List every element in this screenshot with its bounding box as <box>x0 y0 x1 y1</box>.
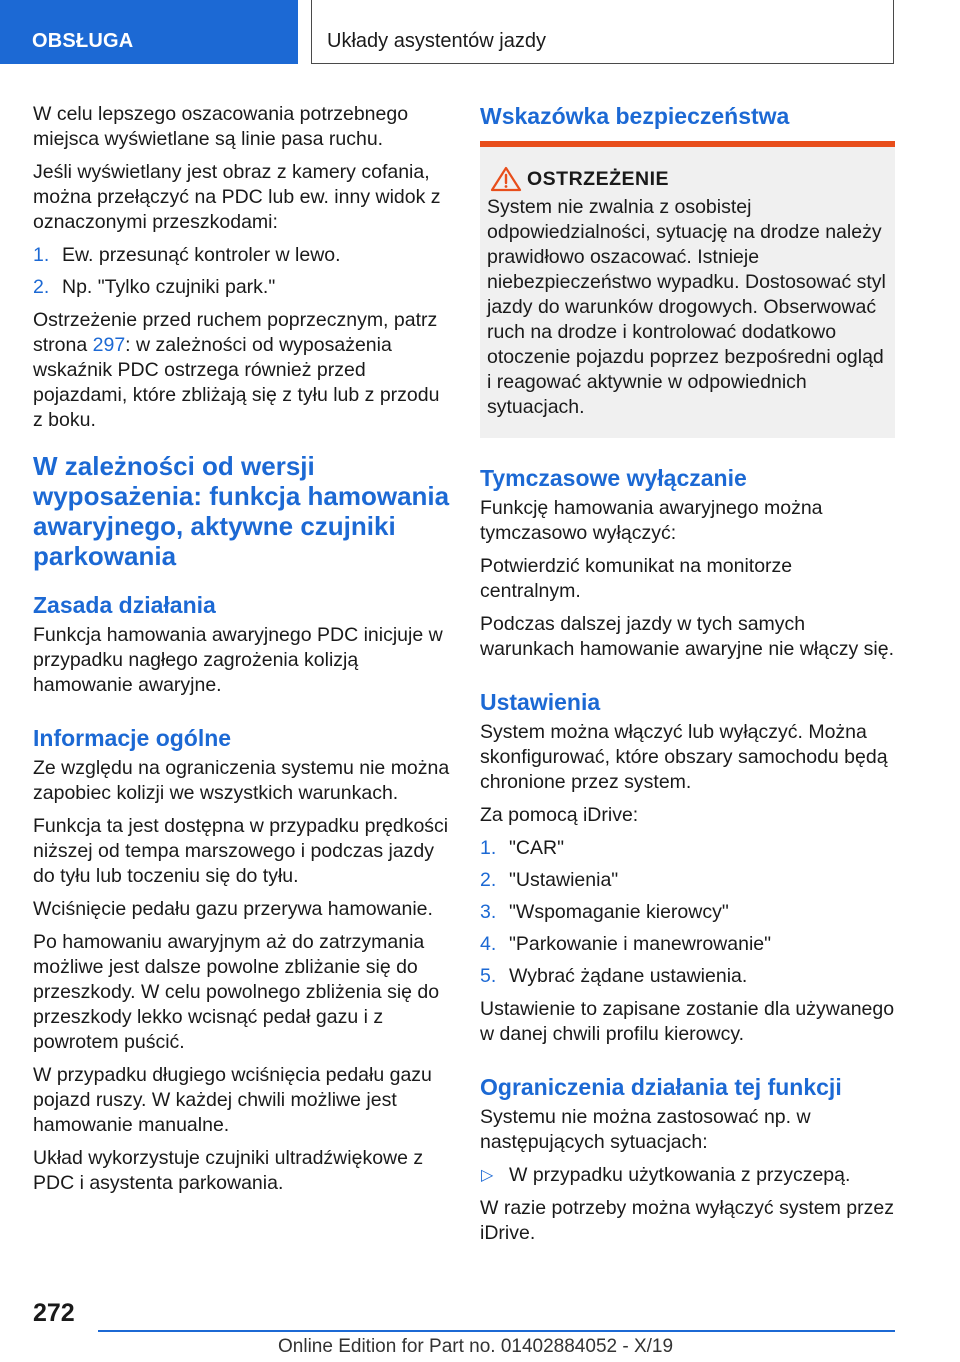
subheading: Ograniczenia działania tej funkcji <box>480 1074 842 1100</box>
footer-edition: Online Edition for Part no. 01402884052 - X/19 <box>278 1336 674 1357</box>
paragraph: Za pomocą iDrive: <box>480 804 639 826</box>
paragraph: Podczas dalszej jazdy w tych samych warunkach hamowanie awaryjne nie włączy się. <box>480 613 895 660</box>
list-item <box>480 900 895 925</box>
subheading: Ustawienia <box>480 689 601 715</box>
paragraph: Funkcję hamowania awaryjnego można tymczasowo wyłączyć: <box>480 497 823 544</box>
step-text: "CAR" <box>509 837 565 859</box>
step-number: 4. <box>480 933 497 955</box>
paragraph: W celu lepszego oszacowania potrzebnego miejsca wyświetlane są linie pasa ruchu. <box>33 103 409 150</box>
paragraph: Jeśli wyświetlany jest obraz z kamery cofania, można przełączyć na PDC lub ew. inny widok z oznaczonymi przeszkodami: <box>33 161 441 233</box>
page-link[interactable]: 297 <box>92 334 126 356</box>
section-heading: W zależności od wersji wyposażenia: funkcja hamowania awaryjnego, aktywne czujniki parkowania <box>33 451 450 571</box>
paragraph: Ze względu na ograniczenia systemu nie można zapobiec kolizji we wszystkich warunkach. <box>33 757 450 804</box>
steps-list <box>33 243 453 300</box>
warning-text: System nie zwalnia z osobistej odpowiedzialności, sytuację na drodze należy prawidłowo oszacować. Istnieje niebezpieczeństwo wypadku. Dostosować styl jazdy do warunków drogowych. Obserwować ruch na drodze i kontrolować dodatkowo otoczenie pojazdu poprzez bezpośredni ogląd i reagować aktywnie w odpowiednich sytuacjach. <box>487 196 886 418</box>
chapter-title: Układy asystentów jazdy <box>327 30 546 52</box>
section-label: OBSŁUGA <box>32 30 134 52</box>
subheading: Zasada działania <box>33 592 216 618</box>
paragraph: Po hamowaniu awaryjnym aż do zatrzymania możliwe jest dalsze powolne zbliżanie się do przeszkody. W celu powolnego zbliżenia się do przeszkody lekko wcisnąć pedał gazu i z powrotem puścić. <box>33 931 440 1053</box>
warning-title: OSTRZEŻENIE <box>527 167 670 190</box>
text-span: : w zależności od wyposażenia wskaźnik PDC ostrzega również przed pojazdami, które zbliżają się z tyłu lub z przodu z boku. <box>33 334 440 431</box>
text-span: Ostrzeżenie przed ruchem poprzecznym, patrz strona <box>33 309 438 356</box>
steps-list <box>480 836 895 989</box>
page-number: 272 <box>33 1299 75 1327</box>
paragraph: Ustawienie to zapisane zostanie dla używanego w danej chwili profilu kierowcy. <box>480 998 895 1045</box>
triangle-bullet-icon: ▷ <box>481 1167 494 1184</box>
paragraph: W razie potrzeby można wyłączyć system przez iDrive. <box>480 1197 894 1244</box>
step-text: "Parkowanie i manewrowanie" <box>509 933 772 955</box>
paragraph: System można włączyć lub wyłączyć. Można skonfigurować, które obszary samochodu będą chronione przez system. <box>480 721 888 793</box>
list-item <box>480 1163 895 1188</box>
step-number: 1. <box>33 244 50 266</box>
section-tab <box>0 0 298 64</box>
left-column <box>33 102 453 1204</box>
right-column <box>480 102 895 1254</box>
list-item <box>480 964 895 989</box>
step-text: "Ustawienia" <box>509 869 619 891</box>
step-text: "Wspomaganie kierowcy" <box>509 901 729 923</box>
paragraph: Funkcja ta jest dostępna w przypadku prędkości niższej od tempa marszowego i podczas jazdy do tyłu lub toczeniu się do tyłu. <box>33 815 449 887</box>
bullet-list <box>480 1163 895 1188</box>
footer-divider <box>98 1330 895 1332</box>
list-item <box>33 275 453 300</box>
paragraph: Wciśnięcie pedału gazu przerywa hamowanie. <box>33 898 433 920</box>
warning-box <box>480 147 895 438</box>
list-item <box>33 243 453 268</box>
step-text: Np. "Tylko czujniki park." <box>62 276 276 298</box>
warning-title-row <box>487 166 888 192</box>
list-item <box>480 836 895 861</box>
warning-triangle-icon <box>489 166 523 192</box>
bullet-text: W przypadku użytkowania z przyczepą. <box>509 1164 851 1186</box>
list-item <box>480 868 895 893</box>
step-text: Ew. przesunąć kontroler w lewo. <box>62 244 341 266</box>
paragraph: Funkcja hamowania awaryjnego PDC inicjuje w przypadku nagłego zagrożenia kolizją hamowanie awaryjne. <box>33 624 443 696</box>
step-number: 2. <box>33 276 50 298</box>
paragraph: W przypadku długiego wciśnięcia pedału gazu pojazd ruszy. W każdej chwili możliwe jest hamowanie manualne. <box>33 1064 432 1136</box>
step-number: 1. <box>480 837 497 859</box>
paragraph: Potwierdzić komunikat na monitorze centralnym. <box>480 555 793 602</box>
step-number: 2. <box>480 869 497 891</box>
subheading: Informacje ogólne <box>33 725 232 751</box>
step-text: Wybrać żądane ustawienia. <box>509 965 748 987</box>
chapter-header <box>311 0 894 64</box>
step-number: 3. <box>480 901 497 923</box>
paragraph: Układ wykorzystuje czujniki ultradźwiękowe z PDC i asystenta parkowania. <box>33 1147 424 1194</box>
paragraph <box>33 308 453 433</box>
step-number: 5. <box>480 965 497 987</box>
subheading: Wskazówka bezpieczeństwa <box>480 103 790 129</box>
subheading: Tymczasowe wyłączanie <box>480 465 747 491</box>
paragraph: Systemu nie można zastosować np. w następujących sytuacjach: <box>480 1106 811 1153</box>
list-item <box>480 932 895 957</box>
